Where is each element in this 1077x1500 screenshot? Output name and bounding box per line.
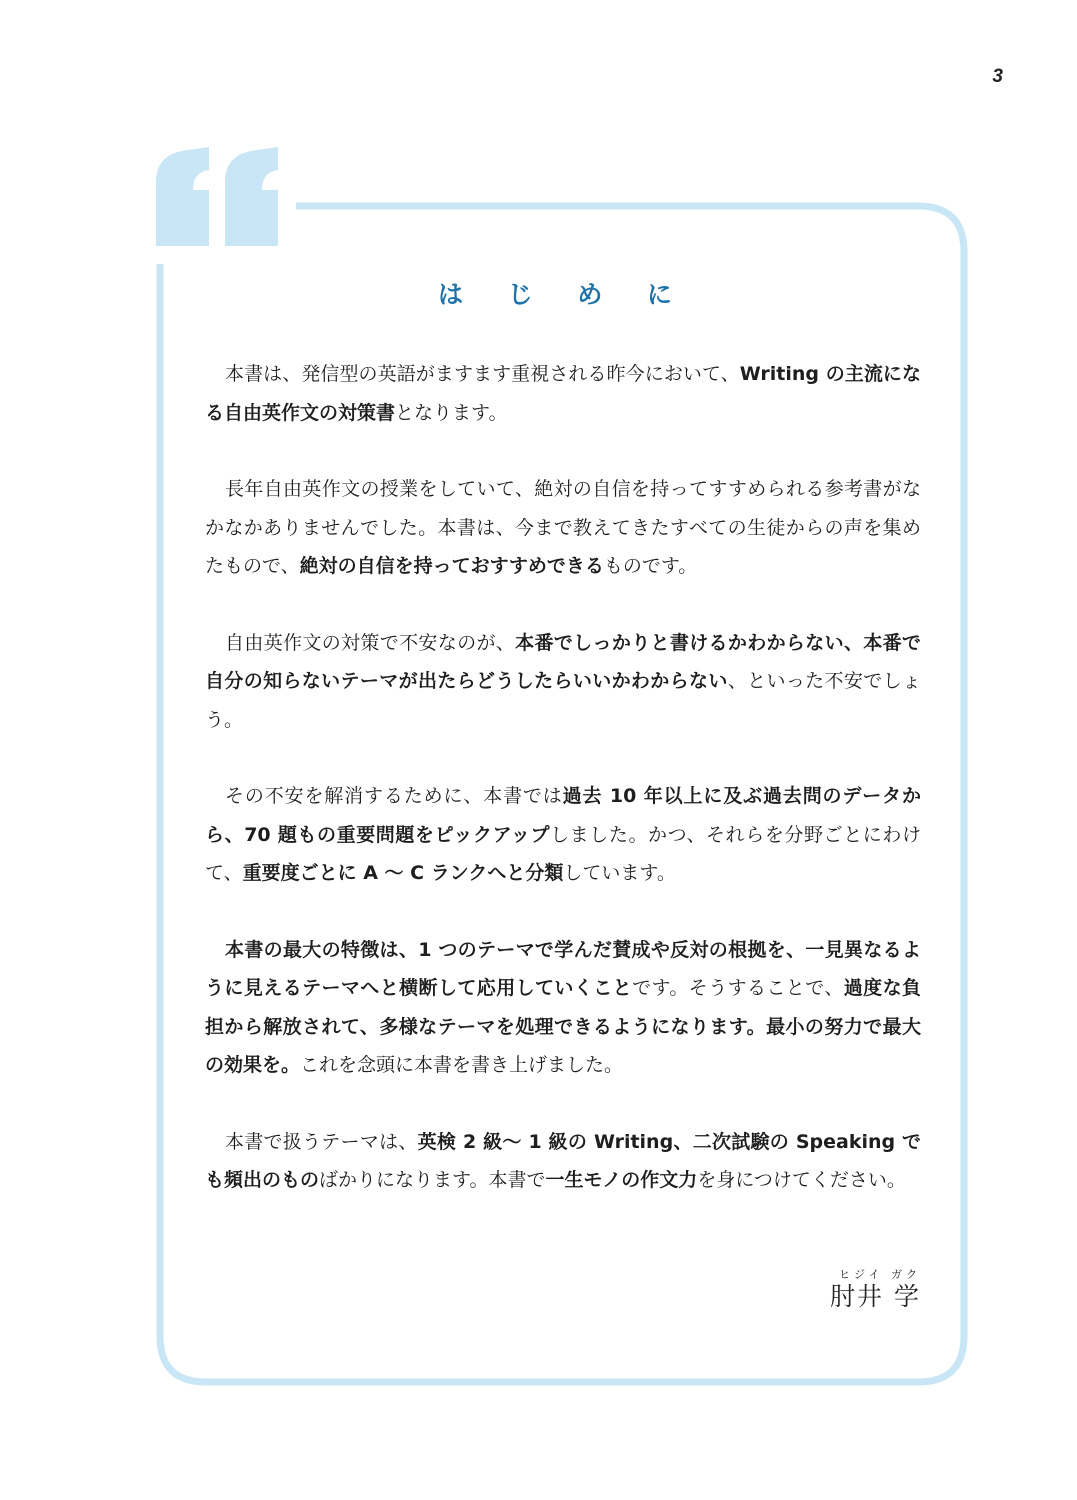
bold-text: 本書の最大の特徴は、1 つのテーマで学んだ賛成や反対の根拠を、一見異なるように見えるテーマへと横断して応用していくこと [205, 938, 921, 999]
bold-text: 過去 10 年以上に及ぶ過去問のデータから、70 題もの重要問題をピックアップ [205, 785, 921, 846]
bold-text: 英検 2 級〜 1 級の Writing、二次試験の Speaking でも頻出のもの [205, 1130, 921, 1191]
text-run: ばかりになります。本書で [319, 1169, 546, 1191]
text-run: 本書で扱うテーマは、 [225, 1130, 418, 1153]
text-run: ものです。 [603, 555, 698, 577]
text-run: となります。 [395, 401, 508, 424]
bold-text: 一生モノの作文力 [545, 1169, 698, 1191]
bold-text: Writing の主流になる自由英作文の対策書 [205, 363, 922, 424]
paragraph [205, 931, 921, 1085]
page-title: は じ め に [437, 280, 691, 309]
text-run: 長年自由英作文の授業をしていて、絶対の自信を持ってすすめられる参考書がなかなかありませんでした。本書は、今まで教えてきたすべての生徒からの声を集めたもので、 [205, 478, 921, 577]
paragraph [205, 777, 921, 893]
paragraph [205, 470, 921, 586]
author-name-reading: ヒジイ ガク [839, 1268, 921, 1281]
text-run: 本書は、発信型の英語がますます重視される昨今において、 [225, 363, 740, 385]
text-run: 、といった不安でしょう。 [205, 670, 921, 731]
bold-text: 絶対の自信を持っておすすめできる [299, 555, 604, 577]
page-number: 3 [992, 66, 1003, 87]
text-run: しました。かつ、それらを分野ごとにわけて、 [205, 823, 921, 884]
text-run: 自由英作文の対策で不安なのが、 [225, 631, 516, 654]
paragraph [205, 624, 921, 740]
body-text [205, 355, 921, 1238]
author-signature [830, 1268, 921, 1312]
text-run: その不安を解消するために、本書では [225, 785, 563, 807]
text-run: を身につけてください。 [697, 1169, 906, 1191]
author-name: 肘井 学 [830, 1282, 921, 1311]
bold-text: 本番でしっかりと書けるかわからない、本番で自分の知らないテーマが出たらどうしたらいいかわからない [205, 631, 921, 692]
bold-text: 過度な負担から解放されて、多様なテーマを処理できるようになります。最小の努力で最大の効果を。 [205, 977, 921, 1076]
text-run: です。そうすることで、 [632, 977, 844, 999]
paragraph [205, 1123, 921, 1200]
paragraph [205, 355, 921, 432]
text-run: しています。 [563, 862, 676, 884]
open-quote-icon [156, 147, 278, 246]
bold-text: 重要度ごとに A 〜 C ランクへと分類 [242, 862, 564, 884]
text-run: これを念頭に本書を書き上げました。 [300, 1054, 624, 1076]
